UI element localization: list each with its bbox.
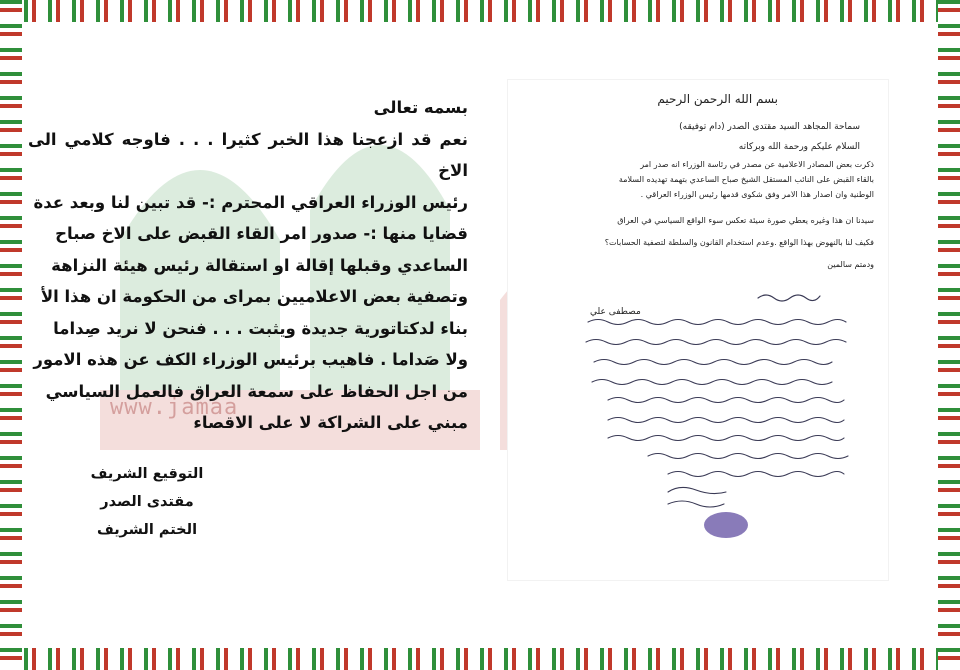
watermark-url: www.jamaa: [110, 395, 239, 420]
decorative-border-bottom: [0, 648, 960, 670]
statement-line: ولا صَداما . فاهيب برئيس الوزراء الكف عن هذه الامور: [33, 350, 468, 369]
scanned-letter: [508, 80, 888, 580]
official-seal: [704, 512, 748, 538]
signature-title: التوقيع الشريف: [90, 466, 204, 482]
decorative-border-left: [0, 0, 22, 670]
statement-line: وتصفية بعض الاعلاميين بمراى من الحكومة ان هذا الأ: [40, 287, 468, 306]
seal-caption: الختم الشريف: [96, 522, 198, 538]
statement-line: من اجل الحفاظ على سمعة العراق فالعمل السياسي: [45, 381, 468, 401]
letter-body-line: فكيف لنا بالنهوض بهذا الواقع .وعدم استخدام القانون والسلطة لتصفية الحسابات؟: [604, 238, 874, 247]
statement-line: رئيس الوزراء العراقي المحترم :- قد تبين لنا وبعد عدة: [33, 192, 468, 212]
statement-line: نعم قد ازعجنا هذا الخبر كثيرا . . . فاوجه كلامي الى الاخ: [28, 129, 468, 180]
letter-basmala: بسم الله الرحمن الرحيم: [657, 92, 778, 106]
statement-line: بناء لدكتاتورية جديدة ويثبت . . . فنحن لا نريد صِداما: [53, 318, 468, 338]
signature-block: [72, 460, 222, 544]
statement-line: قضايا منها :- صدور امر القاء القبض على الاخ صباح: [55, 224, 468, 243]
letter-sender: مصطفى علي: [590, 307, 641, 317]
letter-body-line: بالقاء القبض على النائب المستقل الشيخ صباح الساعدي بتهمة تهديده السلامة: [618, 175, 874, 184]
statement-line: مبني على الشراكة لا على الاقصاء: [193, 413, 468, 432]
letter-body-line: سيدنا ان هذا وغيره يعطي صورة سيئة تعكس سوء الواقع السياسي في العراق: [617, 216, 874, 225]
decorative-border-right: [938, 0, 960, 670]
letter-address: سماحة المجاهد السيد مقتدى الصدر (دام توفيقه): [679, 122, 860, 132]
signature-name: مقتدى الصدر: [100, 494, 194, 510]
decorative-border-top: [0, 0, 960, 22]
statement-line: بسمه تعالى: [373, 98, 468, 117]
letter-body-line: ودمتم سالمين: [827, 260, 874, 269]
letter-greeting: السلام عليكم ورحمة الله وبركاته: [738, 142, 860, 152]
letter-body-line: ذكرت بعض المصادر الاعلامية عن مصدر في رئاسة الوزراء انه صدر امر: [640, 160, 874, 169]
letter-body-line: الوطنية وان اصدار هذا الامر وفق شكوى قدمها رئيس الوزراء العراقي .: [640, 190, 874, 199]
statement-line: الساعدي وقبلها إقالة او استقالة رئيس هيئة النزاهة: [51, 255, 468, 275]
handwritten-reply: [508, 80, 888, 580]
statement-text: [28, 92, 468, 439]
